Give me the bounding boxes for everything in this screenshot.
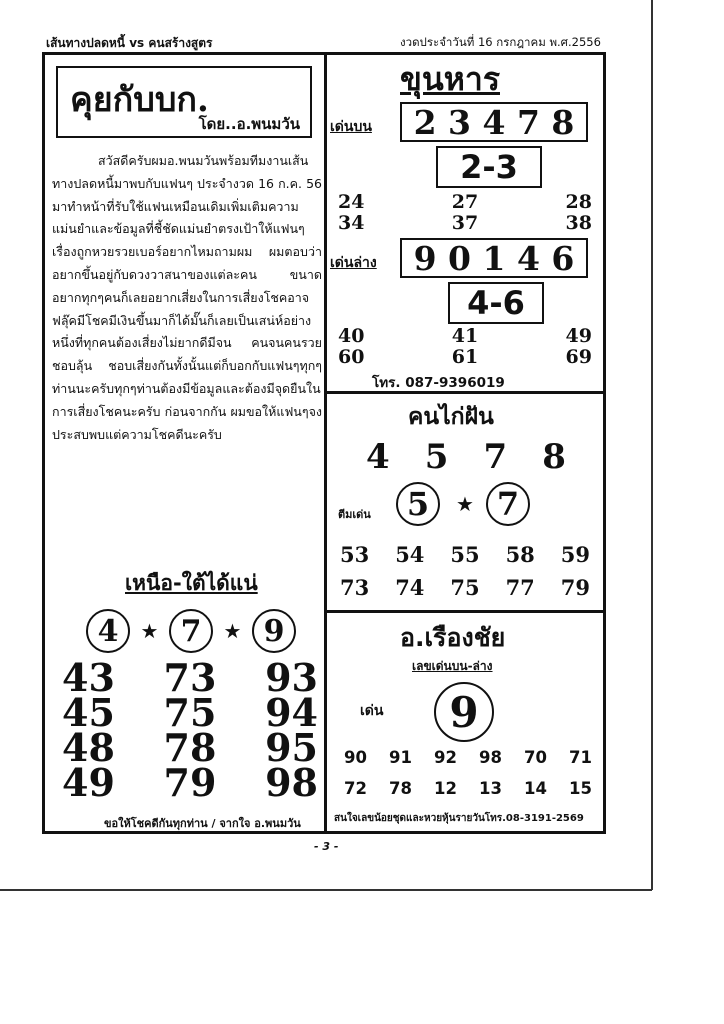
rueang-subtitle: เลขเด่นบน-ล่าง	[412, 659, 493, 673]
khun-number: 38	[565, 212, 592, 234]
dream-number: 74	[395, 575, 425, 600]
rueang-circle: 9	[434, 682, 494, 742]
page-number: - 3 -	[314, 840, 339, 853]
rueang-number: 15	[569, 779, 592, 798]
rueang-number: 92	[434, 748, 457, 767]
dream-label: ตีมเด่น	[338, 508, 371, 521]
khun-row	[338, 347, 592, 368]
khun-number: 28	[565, 191, 592, 213]
page-edge	[0, 889, 652, 891]
north-number: 78	[163, 725, 217, 770]
rueang-number: 78	[389, 779, 412, 798]
header-left: เส้นทางปลดหนี้ vs คนสร้างสูตร	[46, 36, 213, 50]
rueang-row	[344, 773, 592, 804]
khun-top-table	[338, 192, 592, 234]
dream-number: 75	[450, 575, 480, 600]
dream-circle-1: 5	[396, 482, 440, 526]
north-number: 94	[265, 690, 318, 735]
dream-number: 58	[505, 542, 535, 567]
khun-title: ขุนหาร	[400, 60, 500, 98]
page-edge-right	[651, 0, 653, 890]
dream-circle-2: 7	[486, 482, 530, 526]
khun-top-digits: 2 3 4 7 8	[400, 102, 588, 142]
north-title: เหนือ-ใต้ได้แน่	[125, 571, 258, 595]
rueang-number: 70	[524, 748, 547, 767]
talk-title: คุยกับบก.	[70, 80, 209, 120]
north-circle-3: 9	[252, 609, 296, 653]
rueang-row	[344, 742, 592, 773]
khun-number: 37	[451, 212, 479, 234]
north-circle-2: 7	[169, 609, 213, 653]
north-circle-row	[86, 607, 296, 655]
north-number: 75	[163, 690, 217, 735]
khun-row	[338, 326, 592, 347]
khun-row	[338, 192, 592, 213]
dream-number: 77	[505, 575, 535, 600]
khun-top-pair: 2-3	[436, 146, 542, 188]
dream-row	[340, 538, 590, 571]
khun-bottom-label: เด่นล่าง	[330, 255, 377, 271]
north-number: 48	[62, 725, 115, 770]
rueang-number: 98	[479, 748, 502, 767]
column-divider	[324, 52, 327, 834]
rueang-contact: สนใจเลขน้อยชุดและหวยหุ้นรายวันโทร.08-3191-2569	[334, 813, 584, 824]
khun-number: 60	[338, 346, 365, 368]
rueang-number: 91	[389, 748, 412, 767]
north-row	[62, 760, 318, 805]
dream-digit: 4	[366, 437, 390, 477]
divider-dream	[324, 610, 606, 613]
dream-digit-row	[366, 437, 566, 477]
dream-digit: 5	[424, 437, 449, 477]
khun-number: 27	[451, 191, 479, 213]
talk-author: โดย..อ.พนมวัน	[198, 115, 300, 133]
rueang-label: เด่น	[360, 703, 384, 719]
khun-row	[338, 213, 592, 234]
dream-digit: 8	[542, 437, 566, 477]
star-icon: ★	[223, 619, 242, 643]
talk-title-box	[56, 66, 312, 138]
khun-bottom-table	[338, 326, 592, 368]
rueang-number: 13	[479, 779, 502, 798]
khun-number: 34	[338, 212, 365, 234]
khun-number: 61	[451, 346, 479, 368]
dream-number: 54	[395, 542, 425, 567]
khun-number: 69	[565, 346, 592, 368]
dream-row	[340, 571, 590, 604]
talk-paragraph-block	[52, 150, 322, 446]
star-icon: ★	[140, 619, 159, 643]
rueang-number: 71	[569, 748, 592, 767]
dream-digit: 7	[483, 437, 508, 477]
rueang-number: 90	[344, 748, 367, 767]
rueang-number: 14	[524, 779, 547, 798]
north-number: 98	[265, 760, 318, 805]
north-number: 45	[62, 690, 115, 735]
north-number-table	[62, 655, 318, 805]
rueang-number-table	[344, 742, 592, 804]
rueang-number: 12	[434, 779, 457, 798]
khun-number: 41	[451, 325, 479, 347]
khun-number: 24	[338, 191, 365, 213]
dream-number: 73	[340, 575, 370, 600]
dream-number: 55	[450, 542, 480, 567]
khun-number: 40	[338, 325, 365, 347]
dream-title: คนไก่ฝัน	[408, 404, 494, 430]
north-number: 43	[62, 655, 115, 700]
north-circle-1: 4	[86, 609, 130, 653]
dream-number: 59	[560, 542, 590, 567]
north-footer: ขอให้โชคดีกันทุกท่าน / จากใจ อ.พนมวัน	[104, 817, 301, 830]
header-right: งวดประจำวันที่ 16 กรกฎาคม พ.ศ.2556	[400, 35, 601, 49]
north-number: 79	[163, 760, 217, 805]
north-number: 73	[163, 655, 217, 700]
north-number: 93	[265, 655, 318, 700]
khun-number: 49	[565, 325, 592, 347]
talk-paragraph: สวัสดีครับผมอ.พนมวันพร้อมทีมงานเส้นทางปลดหนี้มาพบกับแฟนๆ ประจำงวด 16 ก.ค. 56 มาทำหน้าที่รับใช้แฟนเหมือนเดิมเพิ่มเติมความแม่นยำและข้อมูลที่ชี้ชัดแม่นยำตรงเป้าให้แฟนๆเรื่องถูกหวยรวยเบอร์อยากไหมถามผม ผมตอบว่าอยากขึ้นอยู่กับดวงวาสนาของแต่ละคน ขนาดอยากทุกๆคนก็เลยอยากเสี่ยงในการเสี่ยงโชคอาจฟลุ๊คมีโชคมีเงินขึ้นมาก็ได้มั๊นก็เลยเป็นเสน่ห์อย่างหนึ่งที่ทุกคนต้องเสี่ยงไม่ยากดีมีจน คนจนคนรวยชอบลุ้น ชอบเสี่ยงกันทั้งนั้นแต่ก็บอกกับแฟนๆทุกๆท่านนะครับทุกๆท่านต้องมีข้อมูลและต้องมีจุดยืนในการเสี่ยงโชคนะครับ ก่อนจากกัน ผมขอให้แฟนๆจงประสบพบแต่ความโชคดีนะครับ	[52, 153, 322, 442]
north-number: 49	[62, 760, 115, 805]
dream-number: 53	[340, 542, 370, 567]
khun-bottom-digits: 9 0 1 4 6	[400, 238, 588, 278]
star-icon: ★	[456, 492, 474, 516]
rueang-number: 72	[344, 779, 367, 798]
khun-top-label: เด่นบน	[330, 119, 372, 135]
north-number: 95	[265, 725, 318, 770]
khun-bottom-pair: 4-6	[448, 282, 544, 324]
rueang-title: อ.เรืองชัย	[400, 623, 506, 652]
dream-number-table	[340, 538, 590, 604]
dream-number: 79	[560, 575, 590, 600]
khun-phone: โทร. 087-9396019	[372, 375, 505, 391]
